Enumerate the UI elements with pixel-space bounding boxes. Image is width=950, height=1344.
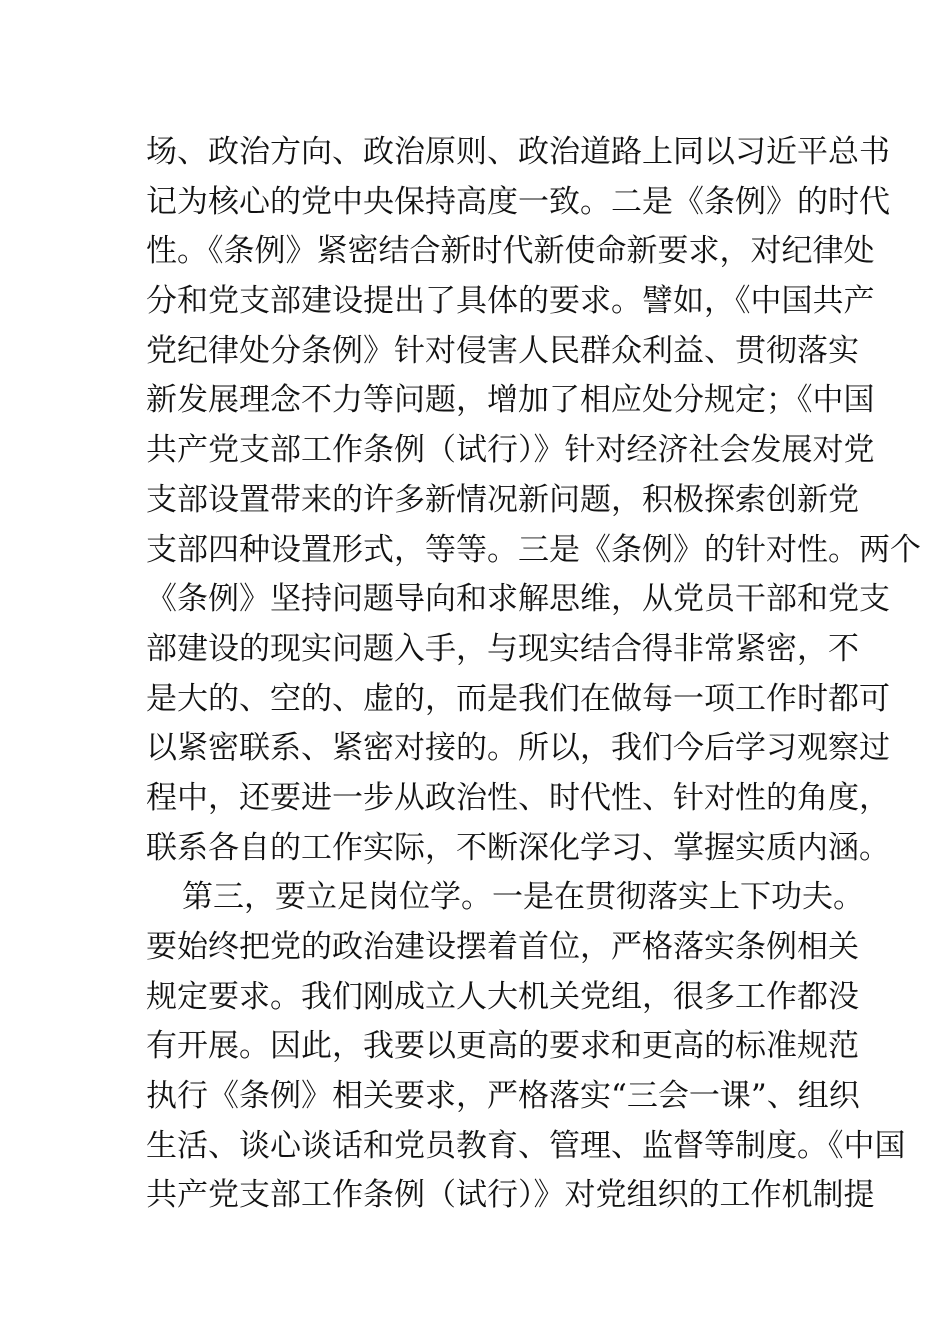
body-text: [146, 128, 921, 1221]
text-line: 共产党支部工作条例（试行）》对党组织的工作机制提: [146, 1177, 875, 1214]
text-line: 《条例》坚持问题导向和求解思维，从党员干部和党支: [146, 581, 890, 618]
text-line: 要始终把党的政治建设摆着首位，严格落实条例相关: [146, 929, 859, 965]
text-line: 记为核心的党中央保持高度一致。二是《条例》的时代: [146, 183, 890, 220]
text-line: 党纪律处分条例》针对侵害人民群众利益、贯彻落实: [146, 332, 859, 369]
text-line: 联系各自的工作实际，不断深化学习、掌握实质内涵。: [146, 829, 890, 866]
text-line: 生活、谈心谈话和党员教育、管理、监督等制度。《中国: [146, 1127, 906, 1164]
text-line: 新发展理念不力等问题，增加了相应处分规定；《中国: [146, 382, 875, 419]
text-line: 执行《条例》相关要求，严格落实“三会一课”、组织: [146, 1078, 860, 1115]
text-line: 支部设置带来的许多新情况新问题，积极探索创新党: [146, 481, 859, 518]
text-line: 以紧密联系、紧密对接的。所以，我们今后学习观察过: [146, 730, 890, 767]
text-line: 分和党支部建设提出了具体的要求。譬如，《中国共产: [146, 283, 875, 320]
text-line: 支部四种设置形式，等等。三是《条例》的针对性。两个: [146, 531, 921, 568]
text-line: 共产党支部工作条例（试行）》针对经济社会发展对党: [146, 432, 875, 469]
text-line: 程中，还要进一步从政治性、时代性、针对性的角度，: [146, 779, 890, 816]
paragraph-start-line: 第三，要立足岗位学。一是在贯彻落实上下功夫。: [182, 879, 864, 916]
text-line: 是大的、空的、虚的，而是我们在做每一项工作时都可: [146, 680, 890, 717]
text-line: 有开展。因此，我要以更高的要求和更高的标准规范: [146, 1028, 859, 1065]
text-line: 场、政治方向、政治原则、政治道路上同以习近平总书: [146, 134, 890, 170]
text-line: 部建设的现实问题入手，与现实结合得非常紧密，不: [146, 630, 859, 667]
text-line: 性。《条例》紧密结合新时代新使命新要求，对纪律处: [146, 233, 875, 270]
text-line: 规定要求。我们刚成立人大机关党组，很多工作都没: [146, 978, 859, 1015]
